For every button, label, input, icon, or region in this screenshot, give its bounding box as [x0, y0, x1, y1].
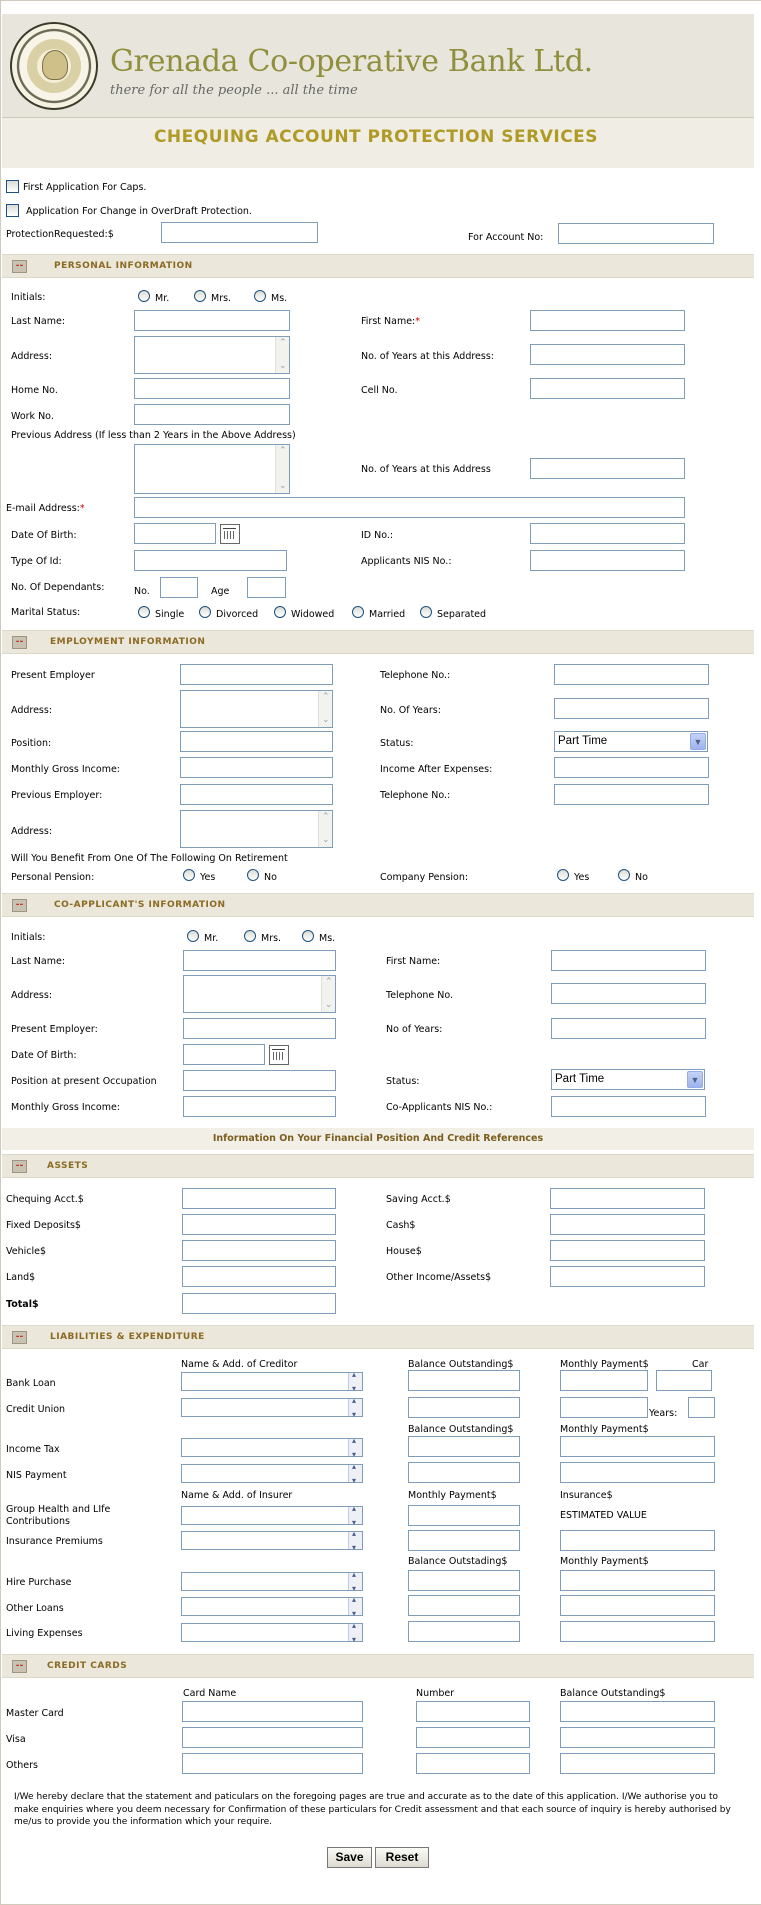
section-title: PERSONAL INFORMATION: [54, 261, 193, 271]
retirement-benefit-label: Will You Benefit From One Of The Following On Retirement: [11, 853, 288, 864]
personal-pension-label: Personal Pension:: [11, 872, 95, 883]
reset-button[interactable]: Reset: [375, 1847, 429, 1868]
company-pension-label: Company Pension:: [380, 872, 469, 883]
section-assets: [2, 1154, 754, 1178]
bank-loan-label: Bank Loan: [6, 1378, 56, 1389]
insurance-premiums-label: Insurance Premiums: [6, 1536, 103, 1547]
employer-years-input[interactable]: [554, 698, 709, 719]
section-coapplicant-information: [2, 893, 754, 917]
section-title: CREDIT CARDS: [47, 1661, 128, 1671]
company-pension-no-radio[interactable]: [618, 869, 630, 881]
col-insurer: Name & Add. of Insurer: [181, 1490, 293, 1501]
company-pension-yes-label: Yes: [574, 872, 590, 883]
vehicle-input[interactable]: [182, 1240, 336, 1261]
co-address-label: Address:: [11, 990, 53, 1001]
insurance-premiums-insurer-input[interactable]: [181, 1531, 363, 1550]
living-expenses-balance-input[interactable]: [408, 1621, 520, 1642]
spinner-icon[interactable]: [348, 1532, 362, 1549]
employer-address-textarea[interactable]: [180, 690, 333, 728]
status-value: Part Time: [558, 735, 608, 747]
co-nis-input[interactable]: [551, 1096, 706, 1117]
bank-loan-monthly-input[interactable]: [560, 1370, 648, 1391]
nis-payment-balance-input[interactable]: [408, 1462, 520, 1483]
master-card-number-input[interactable]: [416, 1701, 530, 1722]
insurance-premiums-monthly-input[interactable]: [408, 1530, 520, 1551]
status-label: Status:: [380, 738, 414, 749]
type-of-id-label: Type Of Id:: [11, 556, 62, 567]
income-after-input[interactable]: [554, 757, 709, 778]
required-marker: *: [79, 503, 85, 514]
change-overdraft-checkbox[interactable]: [6, 204, 19, 217]
co-title-mrs-radio[interactable]: [244, 930, 256, 942]
marital-widowed-radio[interactable]: [274, 606, 286, 618]
others-label: Others: [6, 1760, 38, 1771]
spinner-icon[interactable]: [348, 1507, 362, 1524]
co-last-name-label: Last Name:: [11, 956, 66, 967]
collapse-toggle-icon[interactable]: --: [12, 636, 27, 649]
title-mr-label: Mr.: [155, 293, 170, 304]
declaration-text: I/We hereby declare that the statement and paticulars on the foregoing pages are true and accurate as to the date of this application. I/We authorise you to make enquiries where you deem necessary for Confirmation of these particulars for Credit assessment and that each source of inquiry is hereby authorised by me/us to provide you the information which your require.: [14, 1792, 731, 1827]
email-label: [6, 503, 85, 514]
group-health-label-2: Contributions: [6, 1516, 70, 1527]
living-expenses-creditor-input[interactable]: [181, 1623, 363, 1642]
title-mr-radio[interactable]: [138, 290, 150, 302]
other-assets-label: Other Income/Assets$: [386, 1272, 492, 1283]
co-first-name-label: First Name:: [386, 956, 441, 967]
section-title: EMPLOYMENT INFORMATION: [50, 637, 206, 647]
company-pension-no-label: No: [635, 872, 648, 883]
fixed-deposits-label: Fixed Deposits$: [6, 1220, 81, 1231]
initials-label: Initials:: [11, 292, 46, 303]
master-card-name-input[interactable]: [182, 1701, 363, 1722]
marital-single-label: Single: [155, 609, 185, 620]
co-years-input[interactable]: [551, 1018, 706, 1039]
collapse-toggle-icon[interactable]: --: [12, 1660, 27, 1673]
first-application-label: First Application For Caps.: [23, 182, 147, 193]
page-title: CHEQUING ACCOUNT PROTECTION SERVICES: [153, 127, 599, 147]
section-title: ASSETS: [47, 1161, 89, 1171]
spinner-icon[interactable]: [348, 1399, 362, 1416]
other-loans-balance-input[interactable]: [408, 1595, 520, 1616]
work-no-input[interactable]: [134, 404, 290, 425]
section-title: CO-APPLICANT'S INFORMATION: [54, 900, 226, 910]
fixed-deposits-input[interactable]: [182, 1214, 336, 1235]
master-card-label: Master Card: [6, 1708, 64, 1719]
other-loans-label: Other Loans: [6, 1603, 64, 1614]
section-liabilities: [2, 1325, 754, 1349]
present-employer-input[interactable]: [180, 664, 333, 685]
previous-address-label: Previous Address (If less than 2 Years in the Above Address): [11, 430, 296, 441]
co-title-ms-label: Ms.: [319, 933, 336, 944]
col-monthly-4: Monthly Payment$: [560, 1556, 649, 1567]
previous-address-textarea[interactable]: [134, 444, 290, 494]
first-application-checkbox[interactable]: [6, 180, 19, 193]
years-at-address-input[interactable]: [530, 344, 685, 365]
home-no-label: Home No.: [11, 385, 58, 396]
personal-pension-yes-label: Yes: [200, 872, 216, 883]
total-label: Total$: [6, 1299, 39, 1310]
position-input[interactable]: [180, 731, 333, 752]
co-monthly-gross-input[interactable]: [183, 1096, 336, 1117]
house-label: House$: [386, 1246, 422, 1257]
co-dob-label: Date Of Birth:: [11, 1050, 77, 1061]
spinner-icon[interactable]: [348, 1598, 362, 1615]
credit-union-label: Credit Union: [6, 1404, 66, 1415]
previous-years-input[interactable]: [530, 458, 685, 479]
collapse-toggle-icon[interactable]: --: [12, 1160, 27, 1173]
change-overdraft-label: Application For Change in OverDraft Protection.: [26, 206, 252, 217]
monthly-gross-input[interactable]: [180, 757, 333, 778]
cash-input[interactable]: [550, 1214, 705, 1235]
id-no-input[interactable]: [530, 523, 685, 544]
collapse-toggle-icon[interactable]: --: [12, 899, 27, 912]
email-label-text: E-mail Address:: [6, 503, 80, 514]
collapse-toggle-icon[interactable]: --: [12, 1331, 27, 1344]
work-no-label: Work No.: [11, 411, 54, 422]
title-mrs-label: Mrs.: [211, 293, 232, 304]
car-input[interactable]: [656, 1370, 712, 1391]
bank-logo-seal: [10, 22, 98, 110]
title-ms-radio[interactable]: [254, 290, 266, 302]
income-tax-label: Income Tax: [6, 1444, 60, 1455]
other-assets-input[interactable]: [550, 1266, 705, 1287]
dependants-age-label: Age: [211, 586, 230, 597]
calendar-icon[interactable]: [269, 1045, 289, 1065]
col-balance-3: Balance Outstading$: [408, 1556, 508, 1567]
title-mrs-radio[interactable]: [194, 290, 206, 302]
save-button[interactable]: Save: [327, 1847, 372, 1868]
col-insurance: Insurance$: [560, 1490, 613, 1501]
cell-no-label: Cell No.: [361, 385, 398, 396]
account-number-input[interactable]: [558, 223, 714, 244]
co-monthly-gross-label: Monthly Gross Income:: [11, 1102, 121, 1113]
years-at-address-label: No. of Years at this Address:: [361, 351, 495, 362]
personal-pension-no-radio[interactable]: [247, 869, 259, 881]
dob-label: Date Of Birth:: [11, 530, 77, 541]
bank-loan-creditor-input[interactable]: [181, 1372, 363, 1391]
first-name-input[interactable]: [530, 310, 685, 331]
marital-single-radio[interactable]: [138, 606, 150, 618]
col-balance-2: Balance Outstanding$: [408, 1424, 514, 1435]
others-balance-input[interactable]: [560, 1753, 715, 1774]
living-expenses-monthly-input[interactable]: [560, 1621, 715, 1642]
col-card-name: Card Name: [183, 1688, 237, 1699]
saving-input[interactable]: [550, 1188, 705, 1209]
monthly-gross-label: Monthly Gross Income:: [11, 764, 121, 775]
marital-separated-radio[interactable]: [420, 606, 432, 618]
bank-loan-balance-input[interactable]: [408, 1370, 520, 1391]
co-telephone-label: Telephone No.: [386, 990, 454, 1001]
group-health-monthly-input[interactable]: [408, 1505, 520, 1526]
co-status-label: Status:: [386, 1076, 420, 1087]
first-name-label-text: First Name:: [361, 316, 416, 327]
for-account-label: For Account No:: [468, 232, 544, 243]
telephone-label: Telephone No.:: [380, 670, 451, 681]
other-loans-creditor-input[interactable]: [181, 1597, 363, 1616]
hire-purchase-label: Hire Purchase: [6, 1577, 72, 1588]
marital-separated-label: Separated: [437, 609, 487, 620]
employer-telephone-input[interactable]: [554, 664, 709, 685]
type-of-id-input[interactable]: [134, 550, 287, 571]
saving-label: Saving Acct.$: [386, 1194, 451, 1205]
co-present-employer-label: Present Employer:: [11, 1024, 98, 1035]
marital-status-label: Marital Status:: [11, 607, 81, 618]
group-health-label-1: Group Health and LIfe: [6, 1504, 111, 1515]
employer-address-label: Address:: [11, 705, 53, 716]
home-no-input[interactable]: [134, 378, 290, 399]
col-monthly-3: Monthly Payment$: [408, 1490, 497, 1501]
marital-divorced-label: Divorced: [216, 609, 259, 620]
co-title-mr-label: Mr.: [204, 933, 219, 944]
previous-employer-label: Previous Employer:: [11, 790, 103, 801]
required-marker: *: [415, 316, 420, 327]
co-present-employer-input[interactable]: [183, 1018, 336, 1039]
dependants-no-input[interactable]: [160, 577, 198, 598]
first-name-label: [361, 316, 420, 327]
chequing-label: Chequing Acct.$: [6, 1194, 84, 1205]
hire-purchase-creditor-input[interactable]: [181, 1572, 363, 1591]
col-card-balance: Balance Outstanding$: [560, 1688, 666, 1699]
col-balance: Balance Outstanding$: [408, 1359, 514, 1370]
last-name-input[interactable]: [134, 310, 290, 331]
co-years-label: No of Years:: [386, 1024, 443, 1035]
section-title: LIABILITIES & EXPENDITURE: [50, 1332, 205, 1342]
nis-input[interactable]: [530, 550, 685, 571]
beehive-icon: [42, 50, 68, 80]
bank-tagline: there for all the people ... all the time: [110, 83, 358, 98]
co-position-label: Position at present Occupation: [11, 1076, 157, 1087]
hire-purchase-monthly-input[interactable]: [560, 1570, 715, 1591]
group-health-insurer-input[interactable]: [181, 1506, 363, 1525]
visa-balance-input[interactable]: [560, 1727, 715, 1748]
dob-input[interactable]: [134, 523, 216, 544]
marital-divorced-radio[interactable]: [199, 606, 211, 618]
previous-employer-input[interactable]: [180, 784, 333, 805]
credit-union-balance-input[interactable]: [408, 1397, 520, 1418]
co-dob-input[interactable]: [183, 1044, 265, 1065]
visa-label: Visa: [6, 1734, 26, 1745]
living-expenses-label: Living Expenses: [6, 1628, 83, 1639]
title-ms-label: Ms.: [271, 293, 288, 304]
visa-name-input[interactable]: [182, 1727, 363, 1748]
protection-requested-input[interactable]: [161, 222, 318, 243]
vehicle-label: Vehicle$: [6, 1246, 47, 1257]
master-card-balance-input[interactable]: [560, 1701, 715, 1722]
co-title-ms-radio[interactable]: [302, 930, 314, 942]
protection-requested-label: ProtectionRequested:$: [6, 229, 114, 240]
position-label: Position:: [11, 738, 52, 749]
estimated-value-label: ESTIMATED VALUE: [560, 1510, 647, 1521]
co-first-name-input[interactable]: [551, 950, 706, 971]
house-input[interactable]: [550, 1240, 705, 1261]
co-telephone-input[interactable]: [551, 983, 706, 1004]
nis-payment-label: NIS Payment: [6, 1470, 67, 1481]
others-number-input[interactable]: [416, 1753, 530, 1774]
years-this-address-label: No. of Years at this Address: [361, 464, 491, 475]
col-card-number: Number: [416, 1688, 455, 1699]
employment-status-select[interactable]: [554, 731, 708, 752]
other-loans-monthly-input[interactable]: [560, 1595, 715, 1616]
company-pension-yes-radio[interactable]: [557, 869, 569, 881]
spinner-icon[interactable]: [348, 1373, 362, 1390]
last-name-label: Last Name:: [11, 316, 66, 327]
collapse-toggle-icon[interactable]: --: [12, 260, 27, 273]
id-no-label: ID No.:: [361, 530, 394, 541]
marital-widowed-label: Widowed: [291, 609, 335, 620]
present-employer-label: Present Employer: [11, 670, 95, 681]
co-initials-label: Initials:: [11, 932, 46, 943]
chevron-down-icon[interactable]: ▼: [687, 1071, 703, 1088]
previous-address-label: Address:: [11, 826, 53, 837]
income-tax-monthly-input[interactable]: [560, 1436, 715, 1457]
spinner-icon[interactable]: [348, 1573, 362, 1590]
bank-name: Grenada Co-operative Bank Ltd.: [110, 44, 593, 79]
personal-pension-no-label: No: [264, 872, 277, 883]
income-tax-creditor-input[interactable]: [181, 1438, 363, 1457]
section-personal-information: [2, 254, 754, 278]
total-input[interactable]: [182, 1293, 336, 1314]
credit-union-creditor-input[interactable]: [181, 1398, 363, 1417]
co-title-mrs-label: Mrs.: [261, 933, 282, 944]
insurance-premiums-value-input[interactable]: [560, 1530, 715, 1551]
cash-label: Cash$: [386, 1220, 416, 1231]
textarea-scrollbar[interactable]: [318, 811, 332, 847]
nis-payment-creditor-input[interactable]: [181, 1464, 363, 1483]
co-position-input[interactable]: [183, 1070, 336, 1091]
previous-employer-address-textarea[interactable]: [180, 810, 333, 848]
nis-payment-monthly-input[interactable]: [560, 1462, 715, 1483]
co-status-select[interactable]: [551, 1069, 705, 1090]
spinner-icon[interactable]: [348, 1624, 362, 1641]
chequing-input[interactable]: [182, 1188, 336, 1209]
nis-label: Applicants NIS No.:: [361, 556, 452, 567]
personal-pension-yes-radio[interactable]: [183, 869, 195, 881]
marital-married-label: Married: [369, 609, 406, 620]
income-tax-balance-input[interactable]: [408, 1436, 520, 1457]
credit-union-monthly-input[interactable]: [560, 1397, 648, 1418]
textarea-scrollbar[interactable]: [275, 337, 289, 373]
co-status-value: Part Time: [555, 1073, 605, 1085]
address-label: Address:: [11, 351, 53, 362]
textarea-scrollbar[interactable]: [275, 445, 289, 493]
spinner-icon[interactable]: [348, 1465, 362, 1482]
visa-number-input[interactable]: [416, 1727, 530, 1748]
col-creditor: Name & Add. of Creditor: [181, 1359, 298, 1370]
email-input[interactable]: [134, 497, 685, 518]
textarea-scrollbar[interactable]: [318, 691, 332, 727]
cell-no-input[interactable]: [530, 378, 685, 399]
section-credit-cards: [2, 1654, 754, 1678]
co-title-mr-radio[interactable]: [187, 930, 199, 942]
financial-info-heading: Information On Your Financial Position And Credit References: [2, 1128, 754, 1150]
col-monthly: Monthly Payment$: [560, 1359, 649, 1370]
others-name-input[interactable]: [182, 1753, 363, 1774]
hire-purchase-balance-input[interactable]: [408, 1570, 520, 1591]
co-last-name-input[interactable]: [183, 950, 336, 971]
calendar-icon[interactable]: [220, 524, 240, 544]
dependants-no-label: No.: [134, 586, 150, 597]
previous-telephone-input[interactable]: [554, 784, 709, 805]
dependants-label: No. Of Dependants:: [11, 582, 105, 593]
address-textarea[interactable]: [134, 336, 290, 374]
marital-married-radio[interactable]: [352, 606, 364, 618]
years-label: No. Of Years:: [380, 705, 441, 716]
section-employment-information: [2, 630, 754, 654]
textarea-scrollbar[interactable]: [321, 976, 335, 1012]
land-label: Land$: [6, 1272, 36, 1283]
co-address-textarea[interactable]: [183, 975, 336, 1013]
spinner-icon[interactable]: [348, 1439, 362, 1456]
previous-telephone-label: Telephone No.:: [380, 790, 451, 801]
dependants-age-input[interactable]: [247, 577, 286, 598]
income-after-label: Income After Expenses:: [380, 764, 493, 775]
col-car: Car: [692, 1359, 709, 1370]
chevron-down-icon[interactable]: ▼: [690, 733, 706, 750]
col-monthly-2: Monthly Payment$: [560, 1424, 649, 1435]
co-nis-label: Co-Applicants NIS No.:: [386, 1102, 493, 1113]
years-input[interactable]: [688, 1397, 715, 1418]
years-label: Years:: [649, 1408, 678, 1419]
land-input[interactable]: [182, 1266, 336, 1287]
